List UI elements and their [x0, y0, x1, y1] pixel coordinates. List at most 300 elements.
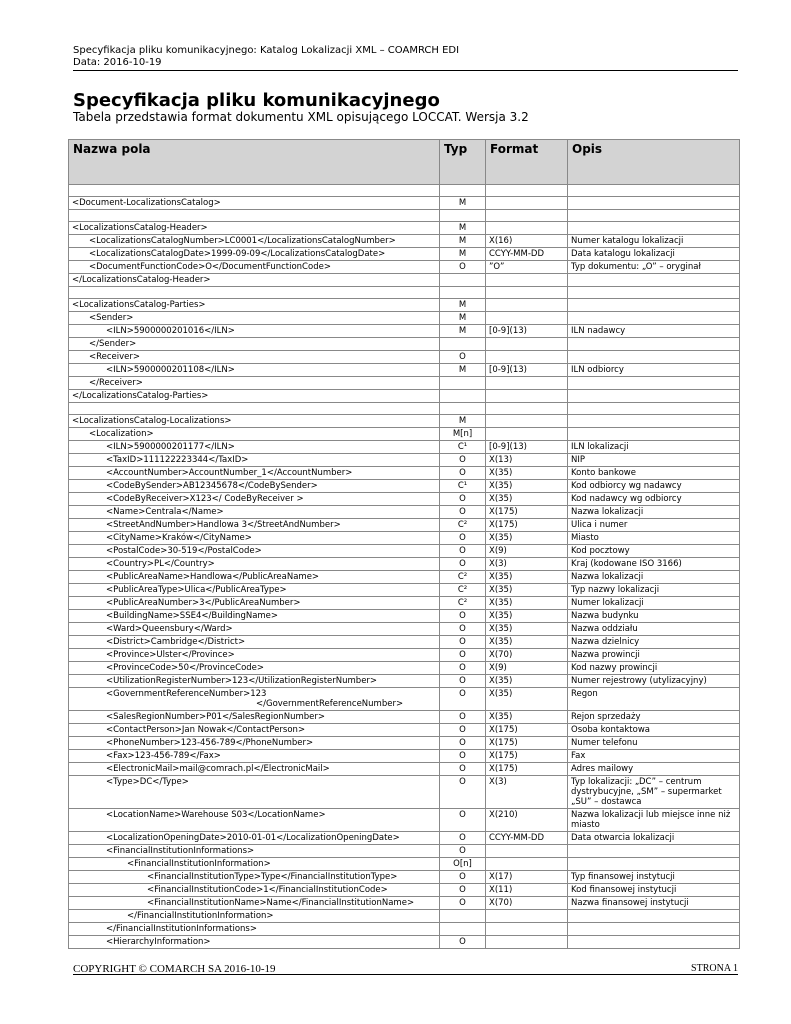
table-row	[69, 299, 740, 312]
field-format-cell	[486, 377, 568, 390]
field-name-cell	[69, 222, 440, 235]
table-row	[69, 571, 740, 584]
field-type-cell	[440, 923, 486, 936]
field-format-cell: X(210)	[486, 809, 568, 832]
field-name: <LocalizationsCatalogDate>1999-09-09</LocalizationsCatalogDate>	[89, 249, 386, 259]
field-format-cell: X(35)	[486, 532, 568, 545]
field-name: <LocalizationsCatalog-Parties>	[72, 300, 206, 310]
field-name: <CodeByReceiver>X123</ CodeByReceiver >	[106, 494, 304, 504]
table-row	[69, 809, 740, 832]
field-name-cell	[69, 506, 440, 519]
field-description-cell: Typ dokumentu: „O” – oryginał	[568, 261, 740, 274]
field-name-cell	[69, 210, 440, 222]
field-format-cell	[486, 403, 568, 415]
field-name-cell	[69, 610, 440, 623]
field-name-cell	[69, 884, 440, 897]
column-header-name: Nazwa pola	[69, 140, 440, 185]
field-format-cell: X(3)	[486, 776, 568, 809]
field-description-cell: Kod pocztowy	[568, 545, 740, 558]
field-type-cell: O	[440, 662, 486, 675]
field-format-cell: X(11)	[486, 884, 568, 897]
field-name: <FinancialInstitutionName>Name</FinancialInstitutionName>	[147, 898, 415, 908]
field-name-cell	[69, 558, 440, 571]
field-name: <ProvinceCode>50</ProvinceCode>	[106, 663, 265, 673]
field-format-cell: X(35)	[486, 675, 568, 688]
field-name-cell	[69, 428, 440, 441]
field-format-cell: X(35)	[486, 571, 568, 584]
table-row	[69, 936, 740, 949]
table-row	[69, 737, 740, 750]
field-format-cell: X(3)	[486, 558, 568, 571]
table-row	[69, 584, 740, 597]
field-format-cell: [0-9](13)	[486, 441, 568, 454]
field-description-cell: Data katalogu lokalizacji	[568, 248, 740, 261]
field-type-cell: C²	[440, 571, 486, 584]
field-name-cell	[69, 675, 440, 688]
field-description-cell	[568, 390, 740, 403]
field-format-cell: X(35)	[486, 584, 568, 597]
field-format-cell: X(35)	[486, 493, 568, 506]
field-format-cell: X(35)	[486, 597, 568, 610]
field-type-cell: O	[440, 558, 486, 571]
field-type-cell: O	[440, 351, 486, 364]
field-type-cell: M	[440, 197, 486, 210]
field-type-cell: O	[440, 776, 486, 809]
field-description-cell: Data otwarcia lokalizacji	[568, 832, 740, 845]
field-name: <Type>DC</Type>	[106, 777, 189, 787]
field-name: <PostalCode>30-519</PostalCode>	[106, 546, 262, 556]
field-type-cell: O	[440, 649, 486, 662]
field-name: <Ward>Queensbury</Ward>	[106, 624, 233, 634]
field-type-cell: O	[440, 506, 486, 519]
field-name: <LocationName>Warehouse S03</LocationName>	[106, 810, 326, 820]
field-format-cell	[486, 390, 568, 403]
field-description-cell	[568, 858, 740, 871]
field-name: <BuildingName>SSE4</BuildingName>	[106, 611, 279, 621]
field-description-cell: Typ nazwy lokalizacji	[568, 584, 740, 597]
field-name-cell	[69, 493, 440, 506]
field-type-cell: O[n]	[440, 858, 486, 871]
field-format-cell: X(175)	[486, 519, 568, 532]
field-description-cell: Nazwa oddziału	[568, 623, 740, 636]
field-format-cell: X(175)	[486, 763, 568, 776]
field-type-cell: O	[440, 467, 486, 480]
field-name-cell	[69, 571, 440, 584]
field-type-cell: M	[440, 325, 486, 338]
field-name-cell	[69, 532, 440, 545]
field-type-cell	[440, 377, 486, 390]
field-format-cell	[486, 312, 568, 325]
field-type-cell: C²	[440, 584, 486, 597]
field-name-cell	[69, 936, 440, 949]
field-description-cell	[568, 185, 740, 197]
document-title: Specyfikacja pliku komunikacyjnego	[73, 90, 440, 111]
field-type-cell: O	[440, 532, 486, 545]
field-name: <Country>PL</Country>	[106, 559, 215, 569]
field-name-cell	[69, 248, 440, 261]
field-type-cell	[440, 390, 486, 403]
field-format-cell	[486, 222, 568, 235]
field-name: </Sender>	[89, 339, 137, 349]
table-row	[69, 858, 740, 871]
field-name: <Name>Centrala</Name>	[106, 507, 224, 517]
footer-page-number: STRONA 1	[691, 963, 738, 974]
field-name-cell	[69, 845, 440, 858]
field-type-cell	[440, 185, 486, 197]
field-format-cell	[486, 428, 568, 441]
field-name: <Sender>	[89, 313, 134, 323]
field-description-cell: ILN nadawcy	[568, 325, 740, 338]
field-format-cell	[486, 923, 568, 936]
field-name: </Receiver>	[89, 378, 143, 388]
field-description-cell: Konto bankowe	[568, 467, 740, 480]
field-name: <Document-LocalizationsCatalog>	[72, 198, 221, 208]
field-type-cell: O	[440, 675, 486, 688]
table-row	[69, 662, 740, 675]
field-format-cell: X(70)	[486, 649, 568, 662]
field-name: <UtilizationRegisterNumber>123</UtilizationRegisterNumber>	[106, 676, 378, 686]
field-format-cell: [0-9](13)	[486, 325, 568, 338]
field-name: <SalesRegionNumber>P01</SalesRegionNumber>	[106, 712, 326, 722]
field-format-cell: ”O”	[486, 261, 568, 274]
field-description-cell: Osoba kontaktowa	[568, 724, 740, 737]
field-description-cell	[568, 910, 740, 923]
field-name-cell	[69, 467, 440, 480]
table-row	[69, 261, 740, 274]
field-description-cell: Numer katalogu lokalizacji	[568, 235, 740, 248]
field-format-cell: X(70)	[486, 897, 568, 910]
header-document-title: Specyfikacja pliku komunikacyjnego: Katalog Lokalizacji XML – COAMRCH EDI	[73, 45, 460, 56]
table-row	[69, 428, 740, 441]
field-description-cell: Kod nadawcy wg odbiorcy	[568, 493, 740, 506]
field-description-cell	[568, 210, 740, 222]
field-description-cell	[568, 197, 740, 210]
field-description-cell: Nazwa budynku	[568, 610, 740, 623]
table-row	[69, 506, 740, 519]
footer-copyright: COPYRIGHT © COMARCH SA 2016-10-19	[73, 963, 276, 975]
field-format-cell: X(35)	[486, 636, 568, 649]
field-name: <StreetAndNumber>Handlowa 3</StreetAndNumber>	[106, 520, 341, 530]
page-header	[73, 45, 738, 71]
field-description-cell: Adres mailowy	[568, 763, 740, 776]
table-row	[69, 493, 740, 506]
field-format-cell: X(175)	[486, 724, 568, 737]
table-row	[69, 532, 740, 545]
field-name: </LocalizationsCatalog-Header>	[72, 275, 211, 285]
table-row	[69, 480, 740, 493]
field-name-cell	[69, 415, 440, 428]
field-name: <LocalizationsCatalog-Localizations>	[72, 416, 232, 426]
field-description-cell: Kod finansowej instytucji	[568, 884, 740, 897]
table-row	[69, 351, 740, 364]
field-type-cell: O	[440, 454, 486, 467]
field-name: <Province>Ulster</Province>	[106, 650, 235, 660]
field-format-cell	[486, 287, 568, 299]
field-format-cell: X(175)	[486, 737, 568, 750]
field-name: <FinancialInstitutionInformations>	[106, 846, 255, 856]
field-name-cell	[69, 750, 440, 763]
field-name-cell	[69, 858, 440, 871]
field-format-cell: X(17)	[486, 871, 568, 884]
table-row	[69, 923, 740, 936]
table-row	[69, 467, 740, 480]
field-name-cell	[69, 364, 440, 377]
field-name: <HierarchyInformation>	[106, 937, 211, 947]
field-name-cell	[69, 871, 440, 884]
field-name-cell	[69, 261, 440, 274]
field-type-cell: O	[440, 688, 486, 711]
field-description-cell: Nazwa lokalizacji	[568, 506, 740, 519]
field-type-cell: O	[440, 897, 486, 910]
table-row	[69, 910, 740, 923]
field-format-cell: X(35)	[486, 610, 568, 623]
field-type-cell: O	[440, 884, 486, 897]
field-name-cell	[69, 287, 440, 299]
table-row	[69, 325, 740, 338]
table-row	[69, 403, 740, 415]
table-row	[69, 545, 740, 558]
field-name-cell	[69, 338, 440, 351]
field-name: <Localization>	[89, 429, 154, 439]
field-type-cell	[440, 338, 486, 351]
field-name-continuation: </GovernmentReferenceNumber>	[256, 699, 404, 709]
field-type-cell: M	[440, 312, 486, 325]
field-type-cell: O	[440, 623, 486, 636]
table-row	[69, 711, 740, 724]
field-description-cell	[568, 274, 740, 287]
table-row	[69, 390, 740, 403]
field-description-cell: Nazwa lokalizacji	[568, 571, 740, 584]
field-name: <PublicAreaType>Ulica</PublicAreaType>	[106, 585, 287, 595]
table-row	[69, 897, 740, 910]
field-format-cell	[486, 210, 568, 222]
field-name-cell	[69, 662, 440, 675]
table-row	[69, 649, 740, 662]
field-description-cell: Numer lokalizacji	[568, 597, 740, 610]
field-name: <FinancialInstitutionInformation>	[127, 859, 271, 869]
field-name-cell	[69, 454, 440, 467]
field-format-cell	[486, 274, 568, 287]
table-row	[69, 235, 740, 248]
header-date: Data: 2016-10-19	[73, 57, 162, 68]
field-description-cell: Kod odbiorcy wg nadawcy	[568, 480, 740, 493]
field-name-cell	[69, 897, 440, 910]
field-name: <FinancialInstitutionCode>1</FinancialInstitutionCode>	[147, 885, 388, 895]
field-type-cell: O	[440, 724, 486, 737]
field-description-cell	[568, 299, 740, 312]
field-type-cell: O	[440, 763, 486, 776]
field-description-cell: Typ finansowej instytucji	[568, 871, 740, 884]
field-type-cell: M	[440, 299, 486, 312]
field-name-cell	[69, 480, 440, 493]
field-name: <ILN>5900000201108</ILN>	[106, 365, 235, 375]
table-row	[69, 338, 740, 351]
table-row	[69, 287, 740, 299]
field-name-cell	[69, 377, 440, 390]
table-row	[69, 312, 740, 325]
field-name-cell	[69, 597, 440, 610]
field-name-cell	[69, 763, 440, 776]
table-row	[69, 636, 740, 649]
table-row	[69, 197, 740, 210]
document-subtitle: Tabela przedstawia format dokumentu XML opisującego LOCCAT. Wersja 3.2	[73, 110, 529, 124]
table-row	[69, 519, 740, 532]
field-type-cell: M	[440, 415, 486, 428]
table-row	[69, 558, 740, 571]
field-description-cell	[568, 923, 740, 936]
field-name: <CodeBySender>AB12345678</CodeBySender>	[106, 481, 318, 491]
field-description-cell: ILN lokalizacji	[568, 441, 740, 454]
field-format-cell: [0-9](13)	[486, 364, 568, 377]
field-name-cell	[69, 441, 440, 454]
field-name-cell	[69, 910, 440, 923]
table-row	[69, 750, 740, 763]
field-name-cell	[69, 923, 440, 936]
table-row	[69, 210, 740, 222]
field-name-cell	[69, 235, 440, 248]
field-name-cell	[69, 711, 440, 724]
field-name-cell	[69, 185, 440, 197]
field-name-cell	[69, 197, 440, 210]
field-format-cell	[486, 415, 568, 428]
field-type-cell: O	[440, 832, 486, 845]
field-description-cell: Numer rejestrowy (utylizacyjny)	[568, 675, 740, 688]
field-format-cell	[486, 299, 568, 312]
field-description-cell	[568, 312, 740, 325]
field-name: <PublicAreaNumber>3</PublicAreaNumber>	[106, 598, 301, 608]
field-name: <District>Cambridge</District>	[106, 637, 246, 647]
field-description-cell: Numer telefonu	[568, 737, 740, 750]
table-row	[69, 610, 740, 623]
field-name-cell	[69, 312, 440, 325]
field-type-cell: M	[440, 235, 486, 248]
field-format-cell: X(175)	[486, 506, 568, 519]
field-name: <ContactPerson>Jan Nowak</ContactPerson>	[106, 725, 306, 735]
field-name-cell	[69, 584, 440, 597]
field-format-cell: X(35)	[486, 711, 568, 724]
field-description-cell: Nazwa finansowej instytucji	[568, 897, 740, 910]
field-type-cell	[440, 910, 486, 923]
table-row	[69, 845, 740, 858]
table-header-row	[69, 140, 740, 185]
field-format-cell	[486, 338, 568, 351]
field-name: </FinancialInstitutionInformation>	[127, 911, 274, 921]
field-description-cell	[568, 936, 740, 949]
field-type-cell: M	[440, 248, 486, 261]
field-format-cell	[486, 858, 568, 871]
field-format-cell	[486, 351, 568, 364]
field-name: <AccountNumber>AccountNumber_1</AccountNumber>	[106, 468, 353, 478]
field-description-cell	[568, 222, 740, 235]
table-row	[69, 222, 740, 235]
field-name-cell	[69, 390, 440, 403]
field-name-cell	[69, 403, 440, 415]
field-name-cell	[69, 325, 440, 338]
field-type-cell: M[n]	[440, 428, 486, 441]
table-row	[69, 185, 740, 197]
table-row	[69, 688, 740, 711]
field-type-cell	[440, 274, 486, 287]
table-row	[69, 377, 740, 390]
field-type-cell: O	[440, 610, 486, 623]
field-description-cell: Kraj (kodowane ISO 3166)	[568, 558, 740, 571]
field-format-cell: X(16)	[486, 235, 568, 248]
field-name: <ILN>5900000201177</ILN>	[106, 442, 235, 452]
table-row	[69, 832, 740, 845]
field-description-cell: Nazwa dzielnicy	[568, 636, 740, 649]
table-row	[69, 454, 740, 467]
field-type-cell	[440, 210, 486, 222]
field-name-cell	[69, 776, 440, 809]
field-name: <ElectronicMail>mail@comrach.pl</ElectronicMail>	[106, 764, 330, 774]
field-format-cell	[486, 936, 568, 949]
field-description-cell: Typ lokalizacji: „DC” – centrum dystrybucyjne, „SM” – supermarket „SU” – dostawca	[568, 776, 740, 809]
field-name-cell	[69, 737, 440, 750]
field-name: <PublicAreaName>Handlowa</PublicAreaName>	[106, 572, 320, 582]
field-name-cell	[69, 623, 440, 636]
field-type-cell: O	[440, 809, 486, 832]
field-name: <DocumentFunctionCode>O</DocumentFunctionCode>	[89, 262, 331, 272]
field-type-cell: M	[440, 364, 486, 377]
field-name-cell	[69, 809, 440, 832]
column-header-description: Opis	[568, 140, 740, 185]
field-name-cell	[69, 649, 440, 662]
field-description-cell	[568, 428, 740, 441]
field-description-cell: Miasto	[568, 532, 740, 545]
field-description-cell	[568, 338, 740, 351]
field-type-cell: O	[440, 845, 486, 858]
field-type-cell: M	[440, 222, 486, 235]
field-format-cell: CCYY-MM-DD	[486, 248, 568, 261]
table-row	[69, 274, 740, 287]
field-name: <Fax>123-456-789</Fax>	[106, 751, 221, 761]
field-name: <CityName>Kraków</CityName>	[106, 533, 252, 543]
field-name: <LocalizationOpeningDate>2010-01-01</LocalizationOpeningDate>	[106, 833, 400, 843]
field-description-cell: Nazwa lokalizacji lub miejsce inne niż miasto	[568, 809, 740, 832]
field-format-cell: CCYY-MM-DD	[486, 832, 568, 845]
table-row	[69, 763, 740, 776]
field-type-cell: O	[440, 493, 486, 506]
field-format-cell: X(13)	[486, 454, 568, 467]
field-format-cell: X(35)	[486, 623, 568, 636]
field-type-cell: C²	[440, 519, 486, 532]
field-type-cell: O	[440, 936, 486, 949]
field-format-cell: X(35)	[486, 467, 568, 480]
field-description-cell	[568, 403, 740, 415]
field-description-cell	[568, 351, 740, 364]
table-row	[69, 776, 740, 809]
field-name-cell	[69, 724, 440, 737]
field-type-cell	[440, 287, 486, 299]
field-type-cell: C¹	[440, 480, 486, 493]
table-row	[69, 415, 740, 428]
field-type-cell: O	[440, 750, 486, 763]
field-description-cell: Kod nazwy prowincji	[568, 662, 740, 675]
field-type-cell: O	[440, 261, 486, 274]
field-description-cell	[568, 845, 740, 858]
field-format-cell	[486, 910, 568, 923]
field-name: </LocalizationsCatalog-Parties>	[72, 391, 209, 401]
field-type-cell: O	[440, 737, 486, 750]
field-description-cell: Regon	[568, 688, 740, 711]
field-description-cell: Ulica i numer	[568, 519, 740, 532]
column-header-format: Format	[486, 140, 568, 185]
field-description-cell: Nazwa prowincji	[568, 649, 740, 662]
table-row	[69, 871, 740, 884]
field-name-cell	[69, 351, 440, 364]
field-name-cell	[69, 688, 440, 711]
field-name: <LocalizationsCatalog-Header>	[72, 223, 208, 233]
